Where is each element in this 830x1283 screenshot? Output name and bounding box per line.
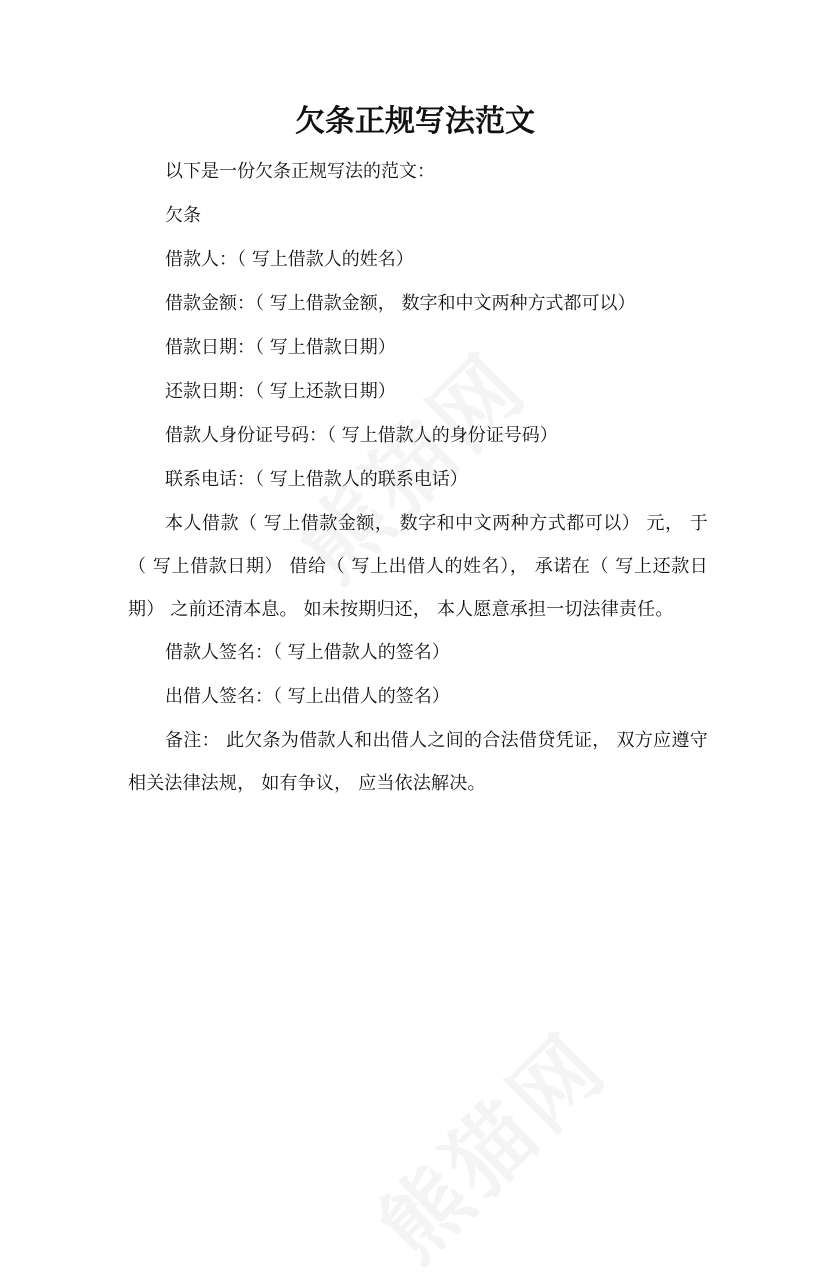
field-phone: 联系电话：（ 写上借款人的联系电话） xyxy=(165,469,468,490)
note-paragraph: 备注： 此欠条为借款人和出借人之间的合法借贷凭证， 双方应遵守相关法律法规， 如有争议， 应当依法解决。 xyxy=(128,730,708,794)
document-body xyxy=(128,150,708,805)
section-heading: 欠条 xyxy=(165,205,201,226)
body-paragraph: 本人借款（ 写上借款金额， 数字和中文两种方式都可以） 元， 于（ 写上借款日期） 借给（ 写上出借人的姓名）， 承诺在（ 写上还款日期） 之前还清本息。 如未按期归还， 本人愿意承担一切法律责任。 xyxy=(128,513,708,620)
borrower-signature: 借款人签名：（ 写上借款人的签名） xyxy=(165,642,450,663)
intro-text: 以下是一份欠条正规写法的范文： xyxy=(165,161,435,182)
field-loan-date: 借款日期：（ 写上借款日期） xyxy=(165,337,396,358)
field-borrower: 借款人：（ 写上借款人的姓名） xyxy=(165,249,414,270)
watermark xyxy=(347,1001,630,1283)
lender-signature: 出借人签名：（ 写上出借人的签名） xyxy=(165,686,450,707)
field-loan-amount: 借款金额：（ 写上借款金额， 数字和中文两种方式都可以） xyxy=(165,293,636,314)
field-repayment-date: 还款日期：（ 写上还款日期） xyxy=(165,381,396,402)
field-id-number: 借款人身份证号码：（ 写上借款人的身份证号码） xyxy=(165,425,558,446)
document-title: 欠条正规写法范文 xyxy=(295,104,535,139)
